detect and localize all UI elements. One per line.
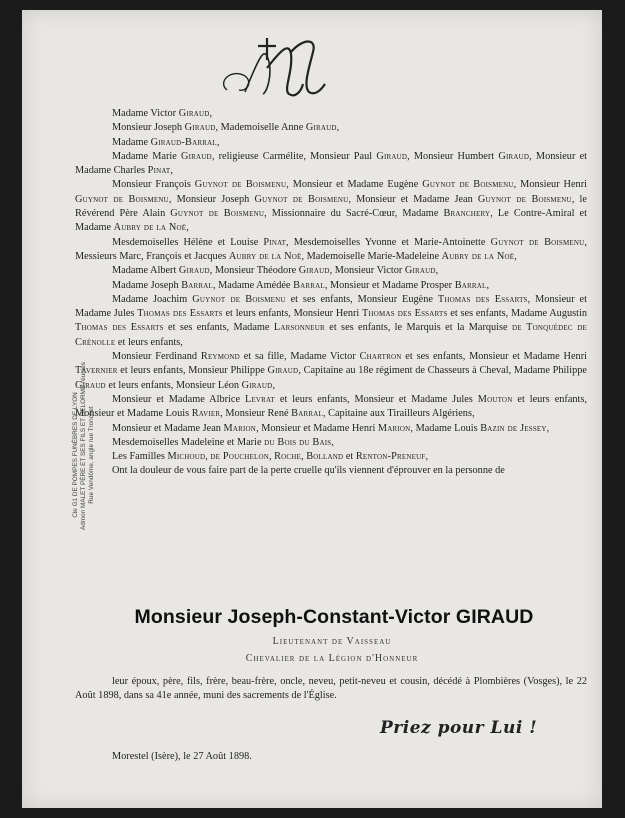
prayer-line: Priez pour Lui ! xyxy=(380,718,538,738)
family-name: Barral xyxy=(181,279,213,291)
text-run: , Monsieur Victor xyxy=(329,265,405,277)
printer-imprint xyxy=(72,362,96,530)
family-name: Bolland xyxy=(306,451,344,463)
family-name: Mouton xyxy=(477,393,513,405)
text-run: Mesdemoiselles Madeleine et Marie xyxy=(112,436,265,448)
death-notice-text: leur époux, père, fils, frère, beau-frère, oncle, neveu, petit-neveu et cousin, décédé à Plombières (Vosges), le 22 Août 1898, dans sa 41e année, muni des sacrements de l'Église. xyxy=(75,676,587,702)
text-run: , Messieurs Marc, François et Jacques xyxy=(75,236,587,262)
family-name: Giraud xyxy=(376,150,408,162)
family-name: Guynot de Boismenu xyxy=(75,193,169,205)
mourners-paragraph xyxy=(75,279,587,293)
text-run: , xyxy=(435,265,439,277)
mourners-paragraph xyxy=(75,464,587,478)
text-run: et leurs enfants, Monsieur Henri xyxy=(222,308,363,320)
text-run: et leurs enfants, Monsieur Léon xyxy=(105,379,242,391)
family-name: Thomas des Essarts xyxy=(437,293,528,305)
mourners-paragraph xyxy=(75,136,587,150)
mourners-paragraph xyxy=(75,350,587,393)
text-run: , Monsieur Humbert xyxy=(407,150,499,162)
text-run: , Monsieur et Madame Prosper xyxy=(324,279,455,291)
text-run: , xyxy=(272,379,276,391)
family-name: Aubry de la Noë xyxy=(441,250,515,262)
family-name: Giraud xyxy=(267,365,299,377)
family-name: Giraud xyxy=(498,150,530,162)
text-run: , Monsieur et Madame Jules xyxy=(75,293,587,320)
text-run: et ses enfants, Madame Augustin xyxy=(447,308,587,320)
text-run: et leurs enfants, Monsieur et Madame Louis xyxy=(75,393,587,420)
family-name: Guynot de Boismenu xyxy=(192,293,286,305)
family-name: Roche xyxy=(274,451,302,463)
text-run: Madame xyxy=(112,136,151,148)
family-name: Marion xyxy=(223,422,257,434)
text-run: Ont la douleur de vous faire part de la perte cruelle qu'ils viennent d'éprouver en la personne de xyxy=(112,465,505,477)
family-name: Larsonneur xyxy=(273,322,325,334)
family-name: Guynot de Boismenu xyxy=(477,193,572,205)
family-name: Reymond xyxy=(200,351,240,363)
text-run: , xyxy=(336,122,340,134)
family-name: Giraud-Barral xyxy=(150,136,217,148)
family-name: Chartron xyxy=(359,351,402,363)
text-run: Monsieur et Madame Albrice xyxy=(112,393,245,405)
text-run: Mesdemoiselles Hélène et Louise xyxy=(112,236,264,248)
mourners-paragraph xyxy=(75,436,587,450)
text-run: , xyxy=(170,165,173,177)
family-name: Guynot de Boismenu xyxy=(170,208,265,220)
mourners-paragraph xyxy=(75,150,587,179)
family-name: de Pouchelon xyxy=(210,451,269,463)
text-run: , xyxy=(486,279,490,291)
text-run: et ses enfants, Monsieur Eugène xyxy=(285,293,438,305)
text-run: , xyxy=(301,451,307,463)
mourners-paragraph xyxy=(75,264,587,278)
family-name: Renton-Preneuf xyxy=(355,451,426,463)
text-run: , Monsieur et Madame Henri xyxy=(256,422,378,434)
text-run: Madame Victor xyxy=(112,108,179,119)
family-name: de Tonquédec de Crénolle xyxy=(75,322,587,348)
family-name: Guynot de Boismenu xyxy=(422,179,514,191)
text-run: , Mademoiselle Marie-Madeleine xyxy=(301,250,442,262)
text-run: Madame Joseph xyxy=(112,279,182,291)
mourners-paragraph xyxy=(75,450,587,464)
text-run: Madame Marie xyxy=(112,150,181,162)
text-run: et leurs enfants, Monsieur Philippe xyxy=(117,365,268,377)
family-name: du Bois du Bais xyxy=(264,436,332,448)
family-name: Thomas des Essarts xyxy=(137,308,223,320)
family-name: Thomas des Essarts xyxy=(75,322,164,334)
family-name: Guynot de Boismenu xyxy=(490,236,585,248)
mourners-paragraph xyxy=(75,121,587,135)
text-run: , xyxy=(331,436,334,448)
text-run: , Mademoiselle Anne xyxy=(215,122,306,134)
mourners-paragraph xyxy=(75,107,587,121)
text-run: , xyxy=(514,250,517,262)
family-name: Bazin de Jessey xyxy=(480,422,547,434)
mourners-paragraph xyxy=(75,178,587,235)
text-run: Madame Albert xyxy=(112,265,179,277)
imprint-line: Rue Vendôme, angle rue Tronchet xyxy=(88,406,95,504)
place-and-date: Morestel (Isère), le 27 Août 1898. xyxy=(112,751,252,762)
text-run: , Monsieur Henri xyxy=(513,179,587,191)
text-run: et ses enfants, Madame xyxy=(163,322,274,334)
text-run: Monsieur Joseph xyxy=(112,122,185,134)
family-name: Aubry de la Noë xyxy=(113,222,187,234)
text-run: , xyxy=(209,108,213,119)
deceased-surname: GIRAUD xyxy=(455,606,534,628)
text-run: et sa fille, Madame Victor xyxy=(239,351,360,363)
family-name: Giraud xyxy=(178,265,210,277)
family-name: Barral xyxy=(293,279,325,291)
text-run: , Monsieur et Madame Jean xyxy=(348,193,478,205)
family-name: Barral xyxy=(454,279,487,291)
family-name: Branchery xyxy=(443,208,491,220)
text-run: , Monsieur Joseph xyxy=(168,193,255,205)
text-run: , le Révérend Père Alain xyxy=(75,193,587,220)
family-name: Levrat xyxy=(244,393,275,405)
text-run: Les Familles xyxy=(112,451,168,463)
mourners-paragraph xyxy=(75,393,587,422)
mourners-paragraph xyxy=(75,236,587,265)
text-run: et ses enfants, Monsieur et Madame Henri xyxy=(401,351,587,363)
text-run: Monsieur et Madame Jean xyxy=(112,422,224,434)
family-name: Aubry de la Noë xyxy=(228,250,302,262)
text-run: Monsieur Ferdinand xyxy=(112,351,201,363)
family-name: Michoud xyxy=(167,451,206,463)
text-run: et ses enfants, le Marquis et la Marquise xyxy=(324,322,512,334)
text-run: , xyxy=(268,451,275,463)
text-run: et xyxy=(343,451,356,463)
family-name: Giraud xyxy=(298,265,330,277)
family-name: Guynot de Boismenu xyxy=(254,193,349,205)
text-run: , Capitaine aux Tirailleurs Algériens, xyxy=(322,408,475,420)
imprint-line: Cie G1 DE POMPES FUNÈBRES DE LYON xyxy=(72,392,79,518)
mourners-paragraph xyxy=(75,422,587,436)
text-run: , Madame Amédée xyxy=(213,279,294,291)
family-name: Tavernier xyxy=(75,365,118,377)
text-run: et leurs enfants, xyxy=(115,336,183,348)
family-name: Guynot de Boismenu xyxy=(194,179,287,191)
deceased-rank: Lieutenant de Vaisseau xyxy=(272,636,392,647)
deceased-given-names: Monsieur Joseph-Constant-Victor xyxy=(134,606,456,628)
family-name: Giraud xyxy=(184,122,216,134)
text-run: , xyxy=(205,451,211,463)
text-run: , religieuse Carmélite, Monsieur Paul xyxy=(211,150,377,162)
family-name: Giraud xyxy=(178,108,210,119)
family-name: Pinat xyxy=(263,236,287,248)
text-run: , Capitaine au 18e régiment de Chasseurs à Cheval, Madame Philippe xyxy=(298,365,587,377)
family-name: Giraud xyxy=(305,122,337,134)
text-run: Madame Joachim xyxy=(112,293,193,305)
text-run: et leurs enfants, Monsieur et Madame Jules xyxy=(275,393,478,405)
family-name: Thomas des Essarts xyxy=(362,308,448,320)
family-name: Marion xyxy=(377,422,411,434)
text-run: , Monsieur et Madame Eugène xyxy=(286,179,423,191)
text-run: Monsieur François xyxy=(112,179,195,191)
family-name: Giraud xyxy=(181,150,212,162)
family-name: Pinat xyxy=(147,165,171,177)
mourners-list xyxy=(75,107,587,479)
family-name: Giraud xyxy=(75,379,106,391)
deceased-name xyxy=(74,606,594,629)
family-name: Giraud xyxy=(241,379,273,391)
deceased-honour: Chevalier de la Légion d'Honneur xyxy=(245,653,419,664)
text-run: , xyxy=(186,222,189,234)
family-name: Giraud xyxy=(404,265,436,277)
cross-monogram xyxy=(217,32,337,102)
text-run: , Mesdemoiselles Yvonne et Marie-Antoinette xyxy=(286,236,491,248)
text-run: , xyxy=(425,451,429,463)
letter-sheet xyxy=(22,10,602,808)
text-run: , Monsieur et Madame Charles xyxy=(75,150,588,177)
text-run: , Monsieur René xyxy=(220,408,292,420)
imprint-line: Admon MALET PÈRE ET SES FILS ET DELORME réunies xyxy=(80,362,87,530)
text-run: , Missionnaire du Sacré-Cœur, Madame xyxy=(264,208,444,220)
text-run: , xyxy=(546,422,550,434)
family-name: Ravier xyxy=(191,408,221,420)
family-name: Barral xyxy=(291,408,323,420)
text-run: , Monsieur Théodore xyxy=(209,265,299,277)
mourners-paragraph xyxy=(75,293,587,350)
text-run: , Le Contre-Amiral et Madame xyxy=(75,208,587,234)
text-run: , Madame Louis xyxy=(410,422,481,434)
text-run: , xyxy=(216,136,220,148)
